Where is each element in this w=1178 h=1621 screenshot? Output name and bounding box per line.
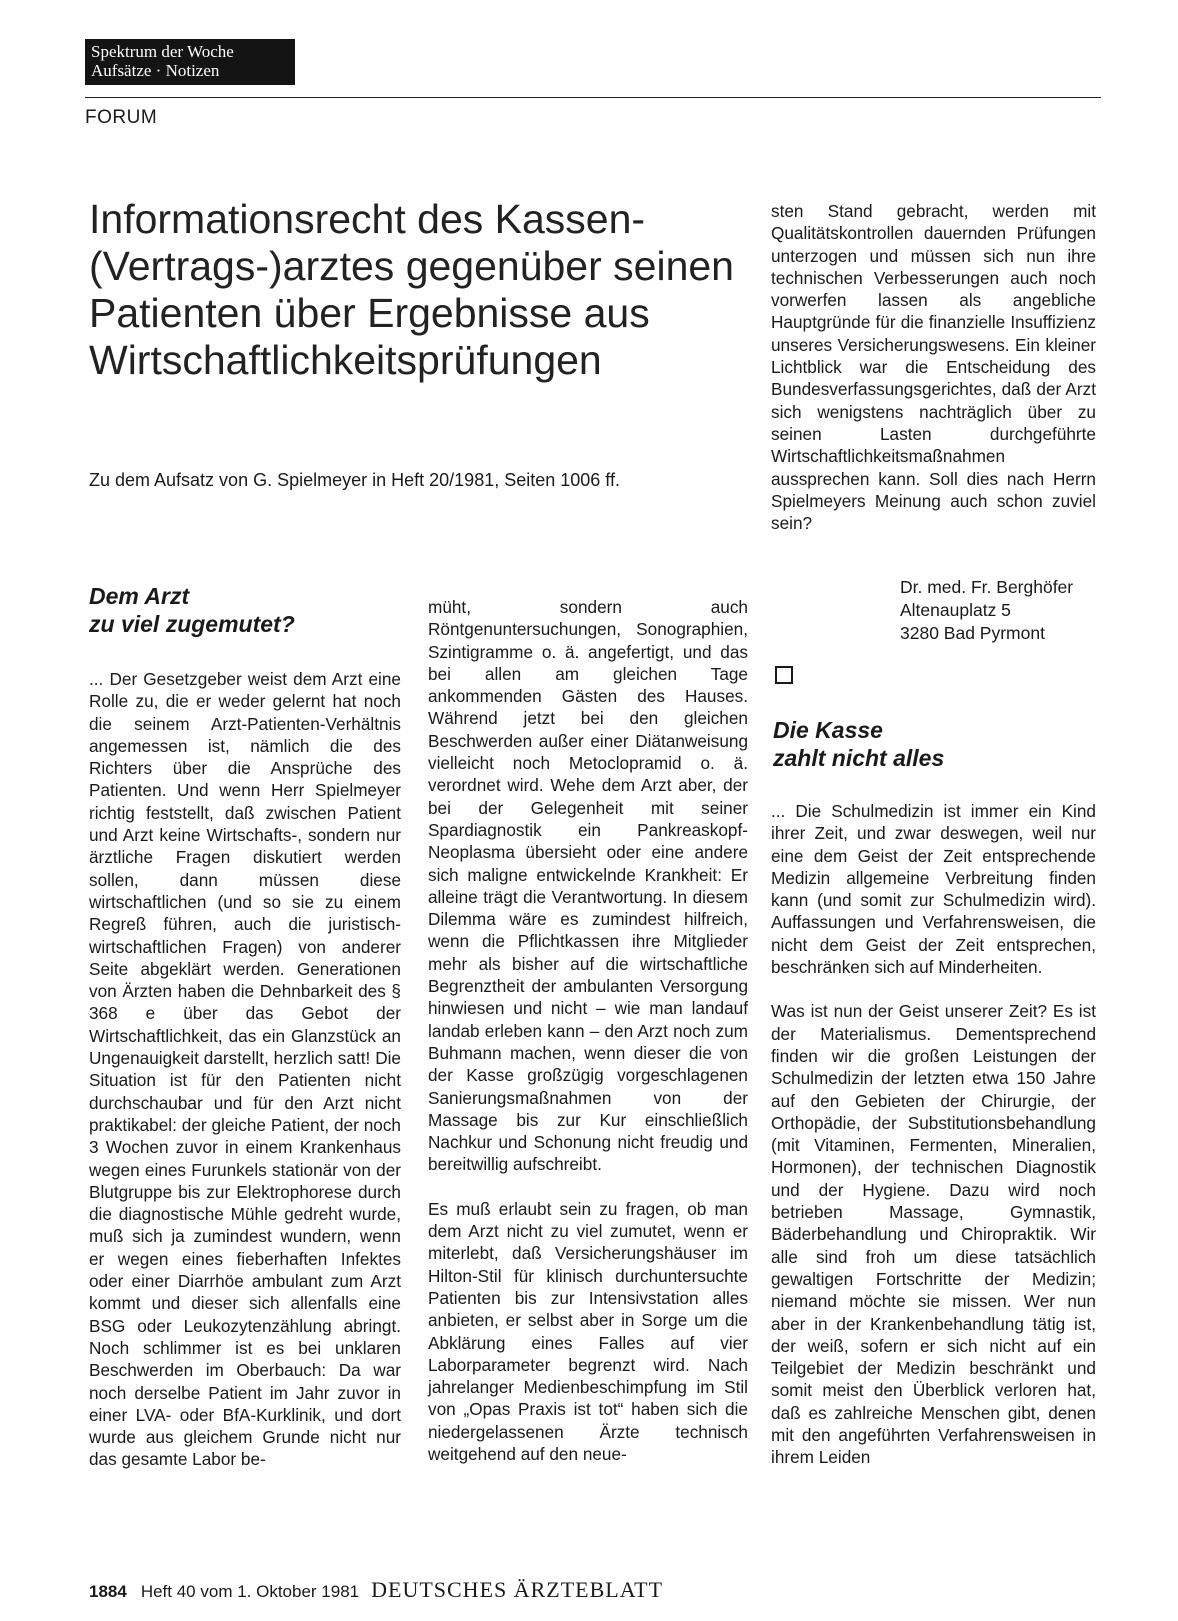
section-badge [85,39,295,85]
letter1-heading [89,582,295,638]
letter2-heading [773,716,944,772]
end-of-article-box [775,666,793,684]
title-line: Wirtschaftlichkeitsprüfungen [89,337,602,383]
letter1-column-1 [89,668,401,1471]
badge-line-1: Spektrum der Woche [91,42,234,61]
section-label: FORUM [85,107,158,128]
letter2-heading-line: Die Kasse [773,717,883,743]
page-footer [89,1577,663,1603]
letter1-heading-line: Dem Arzt [89,583,190,609]
signature-street: Altenauplatz 5 [900,600,1011,620]
article-title [89,196,769,384]
article-subtitle: Zu dem Aufsatz von G. Spielmeyer in Heft 20/1981, Seiten 1006 ff. [89,470,620,490]
signature-block [900,576,1073,645]
letter1-heading-line: zu viel zugemutet? [89,611,295,637]
paragraph: ... Die Schulmedizin ist immer ein Kind ihrer Zeit, und zwar deswegen, weil nur eine dem Geist der Zeit entsprechende Medizin allgemeine Verbreitung finden kann (und somit zur Schulmedizin wird). Auffassungen und Verfahrensweisen, die nicht dem Geist der Zeit entsprechen, beschränken sich auf Minderheiten. [771,801,1096,978]
title-line: Patienten über Ergebnisse aus [89,290,650,336]
letter2-heading-line: zahlt nicht alles [773,745,945,771]
header-rule [85,97,1101,98]
paragraph: Es muß erlaubt sein zu fragen, ob man dem Arzt nicht zu viel zumutet, wenn er miterlebt, daß Versicherungshäuser im Hilton-Stil für klinisch durchuntersuchte Patienten bis zur Intensivstation alles anbieten, er selbst aber in Sorge um die Abklärung eines Falles auf vier Laborparameter begrenzt wird. Nach jahrelanger Medienbeschimpfung im Stil von „Opas Praxis ist tot“ haben sich die niedergelassenen Ärzte technisch weitgehend auf den neue- [428,1198,748,1464]
paragraph: Was ist nun der Geist unserer Zeit? Es ist der Materialismus. Dementsprechend finden wir die großen Leistungen der Schulmedizin der letzten etwa 150 Jahre auf den Gebieten der Chirurgie, der Orthopädie, der Substitutionsbehandlung (mit Vitaminen, Fermenten, Mineralien, Hormonen), der technischen Diagnostik und der Hygiene. Dazu wird noch betrieben Massage, Gymnastik, Bäderbehandlung und Chiropraktik. Wir alle sind froh um diese tatsächlich gewaltigen Fortschritte der Medizin; niemand möchte sie missen. Wer nun aber in der Krankenbehandlung tätig ist, der weiß, sofern er sich nicht auf ein Teilgebiet der Medizin beschränkt und somit meist den Überblick verloren hat, daß es zahlreiche Menschen gibt, denen mit den angeführten Verfahrensweisen in ihrem Leiden [771,1001,1096,1468]
paragraph: müht, sondern auch Röntgenuntersuchungen, Sonographien, Szintigramme o. ä. angefertigt, und das bei allen am gleichen Tage ankommenden Gästen des Hauses. Während jetzt bei den gleichen Beschwerden außer einer Diätanweisung vielleicht noch Metoclopramid o. ä. verordnet wird. Wehe dem Arzt aber, der bei der Gelegenheit mit seiner Spardiagnostik ein Pankreaskopf-Neoplasma übersieht oder eine andere sich maligne entwickelnde Krankheit: Er alleine trägt die Verantwortung. In diesem Dilemma wäre es zumindest hilfreich, wenn die Pflichtkassen ihre Mitglieder mehr als bisher auf die wirtschaftliche Begrenztheit der ambulanten Versorgung hinwiesen und nicht – wie man landauf landab erleben kann – den Arzt noch zum Buhmann machen, wenn dieser die von der Kasse großzügig vorgeschlagenen Sanierungsmaßnahmen von der Massage bis zur Kur einschließlich Nachkur und Schonung nicht freudig und bereitwillig aufschreibt. [428,597,748,1175]
badge-line-2: Aufsätze · Notizen [91,61,220,80]
signature-city: 3280 Bad Pyrmont [900,623,1045,643]
letter1-column-2 [428,596,748,1465]
journal-name: DEUTSCHES ÄRZTEBLATT [371,1577,664,1602]
page-number: 1884 [89,1582,127,1601]
paragraph: sten Stand gebracht, werden mit Qualitätskontrollen dauernden Prüfungen unterzogen und müssen sich nun ihre technischen Verbesserungen auch noch vorwerfen lassen als angebliche Hauptgründe für die finanzielle Insuffizienz unseres Versicherungswesens. Ein kleiner Lichtblick war die Entscheidung des Bundesverfassungsgerichtes, daß der Arzt sich wenigstens nachträglich über zu seinen Lasten durchgeführte Wirtschaftlichkeitsmaßnahmen aussprechen kann. Soll dies nach Herrn Spielmeyers Meinung auch schon zuviel sein? [771,201,1096,534]
letter2-column [771,800,1096,1469]
title-line: (Vertrags-)arztes gegenüber seinen [89,243,734,289]
letter1-column-3 [771,200,1096,534]
paragraph: ... Der Gesetzgeber weist dem Arzt eine Rolle zu, die er weder gelernt hat noch die seinem Arzt-Patienten-Verhältnis angemessen ist, nämlich die des Richters über die Ansprüche des Patienten. Und wenn Herr Spielmeyer richtig feststellt, daß zwischen Patient und Arzt keine Wirtschafts-, sondern nur ärztliche Fragen diskutiert werden sollen, dann müssen diese wirtschaftlichen (und so sie zu einem Regreß führen, auch die juristisch-wirtschaftlichen Fragen) von anderer Seite abgeklärt werden. Generationen von Ärzten haben die Dehnbarkeit des § 368 e über das Gebot der Wirtschaftlichkeit, das ein Glanzstück an Ungenauigkeit darstellt, herzlich satt! Die Situation ist für den Patienten nicht durchschaubar und für den Arzt nicht praktikabel: der gleiche Patient, der noch 3 Wochen zuvor in einem Krankenhaus wegen eines Furunkels stationär von der Blutgruppe bis zur Elektrophorese durch die diagnostische Mühle gedreht wurde, muß sich ja zumindest wundern, wenn er wegen eines fieberhaften Infektes oder einer Diarrhöe ambulant zum Arzt kommt und dieser sich allenfalls eine BSG oder Leukozytenzählung abringt. Noch schlimmer ist es bei unklaren Beschwerden im Oberbauch: Da war noch derselbe Patient im Jahr zuvor in einer LVA- oder BfA-Kurklinik, und dort wurde aus gleichem Grunde nicht nur das gesamte Labor be- [89,669,401,1470]
issue-info: Heft 40 vom 1. Oktober 1981 [140,1582,360,1601]
title-line: Informationsrecht des Kassen- [89,196,646,242]
signature-name: Dr. med. Fr. Berghöfer [900,577,1074,597]
